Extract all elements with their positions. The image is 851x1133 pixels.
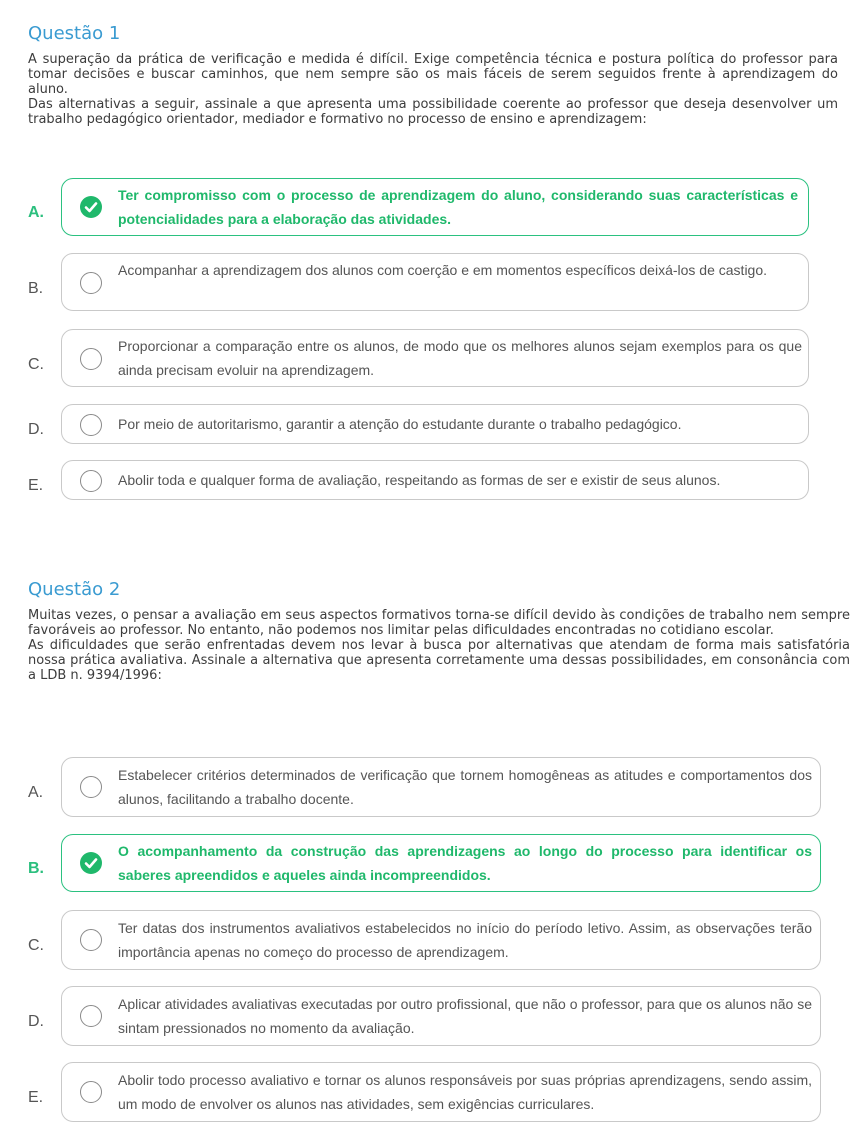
option-box[interactable]: [61, 178, 809, 236]
check-circle-icon[interactable]: [80, 196, 102, 218]
statement-paragraph: A superação da prática de verificação e medida é difícil. Exige competência técnica e postura política do professor para tomar decisões e buscar caminhos, que nem sempre são os mais fáceis de serem seguidos frente à aprendizagem do aluno.: [28, 52, 838, 97]
option-text: Ter compromisso com o processo de aprendizagem do aluno, considerando suas características e potencialidades para a elaboração das atividades.: [118, 187, 798, 227]
option-box[interactable]: [61, 1062, 821, 1122]
option-box[interactable]: [61, 460, 809, 500]
option-letter: E.: [28, 1089, 44, 1106]
radio-circle-icon[interactable]: [80, 1005, 102, 1027]
option-box[interactable]: [61, 757, 821, 817]
option-text: Estabelecer critérios determinados de verificação que tornem homogêneas as atitudes e comportamentos dos alunos, facilitando a trabalho docente.: [118, 767, 812, 807]
option-letter: A.: [28, 784, 44, 801]
option-text: Abolir toda e qualquer forma de avaliação, respeitando as formas de ser e existir de seus alunos.: [118, 472, 721, 488]
radio-circle-icon[interactable]: [80, 272, 102, 294]
option-letter: B.: [28, 860, 44, 877]
radio-circle-icon[interactable]: [80, 929, 102, 951]
option-box[interactable]: [61, 986, 821, 1046]
option-letter: E.: [28, 477, 44, 494]
option-box[interactable]: [61, 329, 809, 387]
option-text: Aplicar atividades avaliativas executadas por outro profissional, que não o professor, para que os alunos não se sintam pressionados no momento da avaliação.: [118, 996, 812, 1036]
question-title: Questão 1: [28, 23, 121, 44]
statement-paragraph: Muitas vezes, o pensar a avaliação em seus aspectos formativos torna-se difícil devido às condições de trabalho nem sempre favoráveis ao professor. No entanto, não podemos nos limitar pelas dificuldades encontradas no cotidiano escolar.: [28, 608, 850, 638]
option-text: Ter datas dos instrumentos avaliativos estabelecidos no início do período letivo. Assim, as observações terão importância apenas no começo do processo de aprendizagem.: [118, 920, 812, 960]
statement-paragraph: Das alternativas a seguir, assinale a que apresenta uma possibilidade coerente ao professor que deseja desenvolver um trabalho pedagógico orientador, mediador e formativo no processo de ensino e aprendizagem:: [28, 97, 838, 127]
option-letter: A.: [28, 204, 44, 221]
radio-circle-icon[interactable]: [80, 414, 102, 436]
option-text: O acompanhamento da construção das aprendizagens ao longo do processo para identificar os saberes apreendidos e aqueles ainda incompreendidos.: [118, 843, 812, 883]
option-letter: C.: [28, 356, 44, 373]
option-text: Acompanhar a aprendizagem dos alunos com coerção e em momentos específicos deixá-los de castigo.: [118, 262, 768, 278]
option-letter: D.: [28, 421, 44, 438]
option-text: Abolir todo processo avaliativo e tornar os alunos responsáveis por suas próprias aprendizagens, sendo assim, um modo de envolver os alunos nas atividades, sem exigências curriculares.: [118, 1072, 812, 1112]
radio-circle-icon[interactable]: [80, 1081, 102, 1103]
option-letter: D.: [28, 1013, 44, 1030]
question-statement: [28, 52, 838, 127]
option-box[interactable]: [61, 404, 809, 444]
option-letter: C.: [28, 937, 44, 954]
radio-circle-icon[interactable]: [80, 470, 102, 492]
radio-circle-icon[interactable]: [80, 776, 102, 798]
option-text: Proporcionar a comparação entre os alunos, de modo que os melhores alunos sejam exemplos para os que ainda precisam evoluir na aprendizagem.: [118, 338, 802, 378]
check-circle-icon[interactable]: [80, 852, 102, 874]
option-box[interactable]: [61, 834, 821, 892]
question-statement: [28, 608, 850, 683]
option-letter: B.: [28, 280, 44, 297]
option-box[interactable]: [61, 910, 821, 970]
radio-circle-icon[interactable]: [80, 348, 102, 370]
question-title: Questão 2: [28, 579, 121, 600]
statement-paragraph: As dificuldades que serão enfrentadas devem nos levar à busca por alternativas que atendam de forma mais satisfatória nossa prática avaliativa. Assinale a alternativa que apresenta corretamente uma dessas possibilidades, em consonância com a LDB n. 9394/1996:: [28, 638, 850, 683]
option-box[interactable]: [61, 253, 809, 311]
option-text: Por meio de autoritarismo, garantir a atenção do estudante durante o trabalho pedagógico.: [118, 416, 682, 432]
